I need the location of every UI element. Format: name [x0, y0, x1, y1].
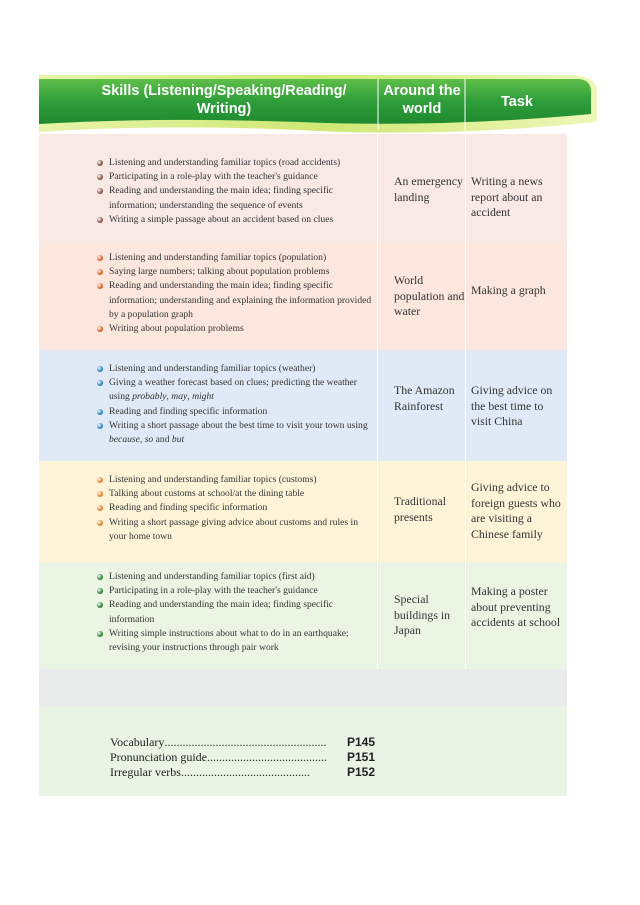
bullet-icon [97, 160, 103, 166]
skill-text: Reading and understanding the main idea; finding specific information; understanding and explaining the information provided by a population graph [109, 280, 372, 320]
skill-item [95, 184, 375, 212]
skill-item [95, 376, 375, 404]
skill-text: Listening and understanding familiar topics (first aid) [109, 571, 315, 582]
bullet-icon [97, 491, 103, 497]
appendix-entry[interactable] [110, 765, 380, 780]
skill-item [95, 487, 375, 501]
skill-text: Writing simple instructions about what to do in an earthquake; revising your instructions through pair work [109, 627, 349, 654]
skill-text: Participating in a role-play with the teacher's guidance [109, 585, 318, 597]
header-task: Task [501, 94, 533, 110]
bullet-icon [97, 574, 103, 580]
skill-text: Giving a weather forecast based on clues; predicting the weather using probably, may, might [109, 377, 358, 403]
skill-text: Listening and understanding familiar topics (customs) [109, 474, 317, 485]
bullet-icon [97, 283, 103, 289]
skill-item [95, 419, 375, 447]
bullet-icon [97, 631, 103, 637]
around-the-world-cell: World population and water [394, 273, 465, 318]
bullet-icon [97, 380, 103, 386]
appendix-page-number: P152 [347, 765, 376, 779]
skill-item [95, 279, 375, 322]
spacer-band [39, 669, 567, 706]
header-skills-line2: Writing) [196, 101, 252, 117]
skill-item [95, 362, 375, 376]
skill-item [95, 598, 375, 626]
unit-row [39, 243, 567, 350]
bullet-icon [97, 520, 103, 526]
appendix-page-number: P145 [347, 735, 376, 749]
skill-text: Participating in a role-play with the teacher's guidance [109, 171, 318, 183]
around-the-world-cell: The Amazon Rainforest [394, 383, 455, 413]
skill-text: Saying large numbers; talking about population problems [109, 266, 330, 278]
task-cell: Making a poster about preventing accidents at school [471, 584, 561, 629]
dot-leader: ...................................................... [164, 735, 327, 749]
bullet-icon [97, 217, 103, 223]
skill-text: Reading and finding specific information [109, 405, 268, 417]
task-cell: Writing a news report about an accident [471, 174, 543, 219]
skill-item [95, 405, 375, 419]
skills-list [95, 570, 375, 655]
skill-item [95, 265, 375, 279]
contents-page [39, 72, 567, 796]
appendix-page-number: P151 [347, 750, 376, 764]
table-header [39, 72, 597, 134]
unit-row [39, 562, 567, 669]
column-divider [377, 134, 378, 243]
dot-leader: ........................................ [206, 750, 327, 764]
header-world-line2: world [402, 101, 442, 117]
appendix-label: Vocabulary [110, 735, 165, 749]
column-divider [377, 350, 378, 461]
task-cell: Giving advice on the best time to visit China [471, 383, 553, 428]
skill-item [95, 516, 375, 544]
column-divider [377, 243, 378, 350]
skill-text: Writing a simple passage about an accident based on clues [109, 213, 334, 225]
header-skills-line1: Skills (Listening/Speaking/Reading/ [101, 83, 347, 99]
skills-list [95, 251, 375, 336]
header-world-line1: Around the [383, 83, 461, 99]
header-skills [89, 82, 359, 118]
bullet-icon [97, 588, 103, 594]
bullet-icon [97, 423, 103, 429]
skill-text: Listening and understanding familiar topics (road accidents) [109, 157, 341, 168]
skill-item [95, 213, 375, 227]
dot-leader: ........................................... [180, 765, 310, 779]
around-the-world-cell: An emergency landing [394, 174, 463, 204]
bullet-icon [97, 174, 103, 180]
appendix-box [39, 706, 567, 796]
around-the-world-cell: Special buildings in Japan [394, 592, 451, 637]
skill-text: Reading and understanding the main idea; finding specific information; understanding the sequence of events [109, 185, 334, 211]
column-divider [377, 562, 378, 669]
skill-item [95, 501, 375, 515]
task-cell: Giving advice to foreign guests who are visiting a Chinese family [471, 480, 561, 541]
skill-item [95, 251, 375, 265]
skill-text: Reading and finding specific information [109, 502, 268, 514]
skill-text: Talking about customs at school/at the dining table [109, 488, 305, 500]
skill-text: Reading and understanding the main idea; finding specific information [109, 599, 334, 625]
bullet-icon [97, 477, 103, 483]
bullet-icon [97, 255, 103, 261]
appendix-label: Irregular verbs [110, 765, 181, 779]
skill-item [95, 584, 375, 598]
skill-text: Writing a short passage about the best time to visit your town using because, so and but [109, 419, 368, 446]
skill-item [95, 156, 375, 170]
unit-row [39, 461, 567, 562]
header-around-the-world [378, 82, 466, 118]
around-the-world-cell: Traditional presents [394, 494, 446, 524]
skills-list [95, 156, 375, 227]
bullet-icon [97, 366, 103, 372]
skills-list [95, 473, 375, 544]
bullet-icon [97, 602, 103, 608]
appendix-label: Pronunciation guide [110, 750, 207, 764]
appendix-entry[interactable] [110, 735, 380, 750]
skill-item [95, 322, 375, 336]
bullet-icon [97, 505, 103, 511]
skill-item [95, 570, 375, 584]
task-cell: Making a graph [471, 283, 546, 297]
bullet-icon [97, 269, 103, 275]
bullet-icon [97, 326, 103, 332]
bullet-icon [97, 188, 103, 194]
skill-text: Listening and understanding familiar topics (population) [109, 252, 327, 263]
skill-item [95, 627, 375, 655]
skill-text: Writing a short passage giving advice about customs and rules in your home town [109, 516, 358, 542]
column-divider [377, 461, 378, 562]
skill-item [95, 170, 375, 184]
skill-item [95, 473, 375, 487]
appendix-entry[interactable] [110, 750, 380, 765]
unit-row [39, 350, 567, 461]
skills-list [95, 362, 375, 447]
skill-text: Writing about population problems [109, 323, 244, 335]
skill-text: Listening and understanding familiar topics (weather) [109, 363, 316, 374]
bullet-icon [97, 409, 103, 415]
unit-row [39, 134, 567, 243]
